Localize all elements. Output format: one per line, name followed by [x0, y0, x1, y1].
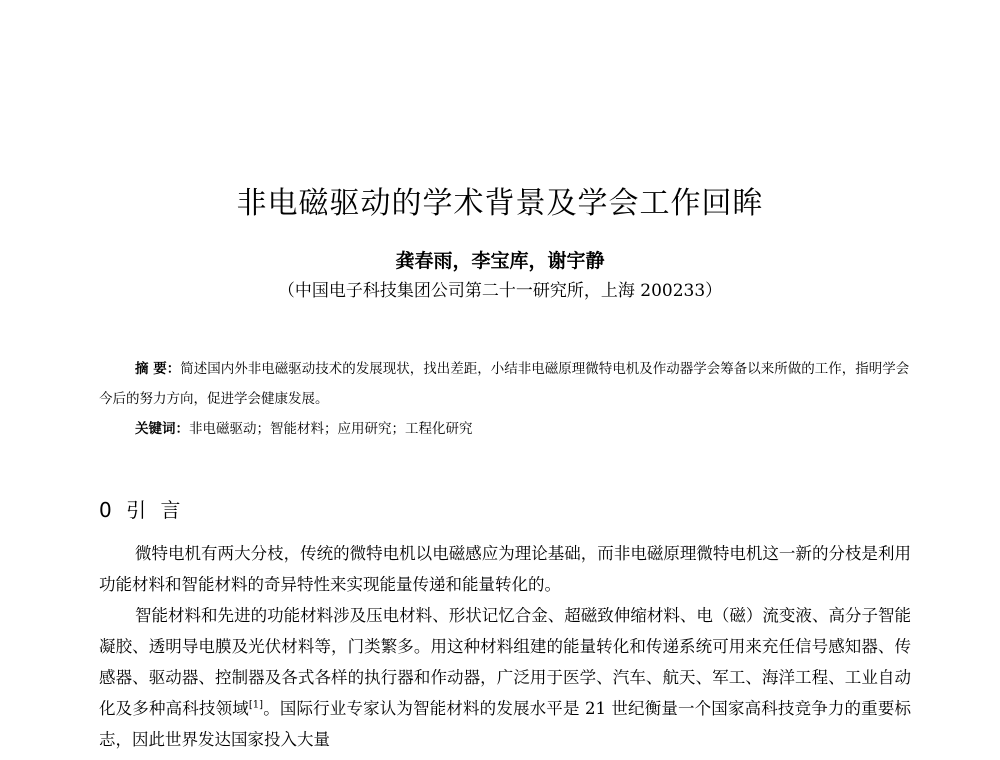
keywords [135, 414, 915, 444]
introduction-body [99, 538, 911, 755]
section-heading-introduction: 0 引 言 [99, 498, 185, 522]
paper-title: 非电磁驱动的学术背景及学会工作回眸 [236, 186, 764, 221]
paragraph-1: 微特电机有两大分枝，传统的微特电机以电磁感应为理论基础，而非电磁原理微特电机这一新的分枝是利用功能材料和智能材料的奇异特性来实现能量传递和能量转化的。 [99, 544, 911, 594]
keywords-label: 关键词： [135, 421, 189, 437]
abstract [99, 354, 919, 414]
paragraph-2-text-a: 智能材料和先进的功能材料涉及压电材料、形状记忆合金、超磁致伸缩材料、电（磁）流变液、高分子智能凝胶、透明导电膜及光伏材料等，门类繁多。用这种材料组建的能量转化和传递系统可用来充任信号感知器、传感器、驱动器、控制器及各式各样的执行器和作动器，广泛用于医学、汽车、航天、军工、海洋工程、工业自动化及多种高科技领域 [99, 606, 911, 718]
paragraph-2 [99, 600, 911, 755]
abstract-label: 摘 要： [135, 361, 181, 377]
abstract-text: 简述国内外非电磁驱动技术的发展现状，找出差距，小结非电磁原理微特电机及作动器学会筹备以来所做的工作，指明学会今后的努力方向，促进学会健康发展。 [99, 361, 910, 407]
author-affiliation: （中国电子科技集团公司第二十一研究所，上海 200233） [277, 281, 723, 301]
author-list: 龚春雨，李宝库，谢宇静 [395, 250, 605, 272]
keywords-text: 非电磁驱动；智能材料；应用研究；工程化研究 [189, 421, 473, 437]
citation-ref: [1] [248, 699, 264, 711]
paragraph-2-text-b: 。国际行业专家认为智能材料的发展水平是 21 世纪衡量一个国家高科技竞争力的重要标志，因此世界发达国家投入大量 [99, 699, 911, 749]
